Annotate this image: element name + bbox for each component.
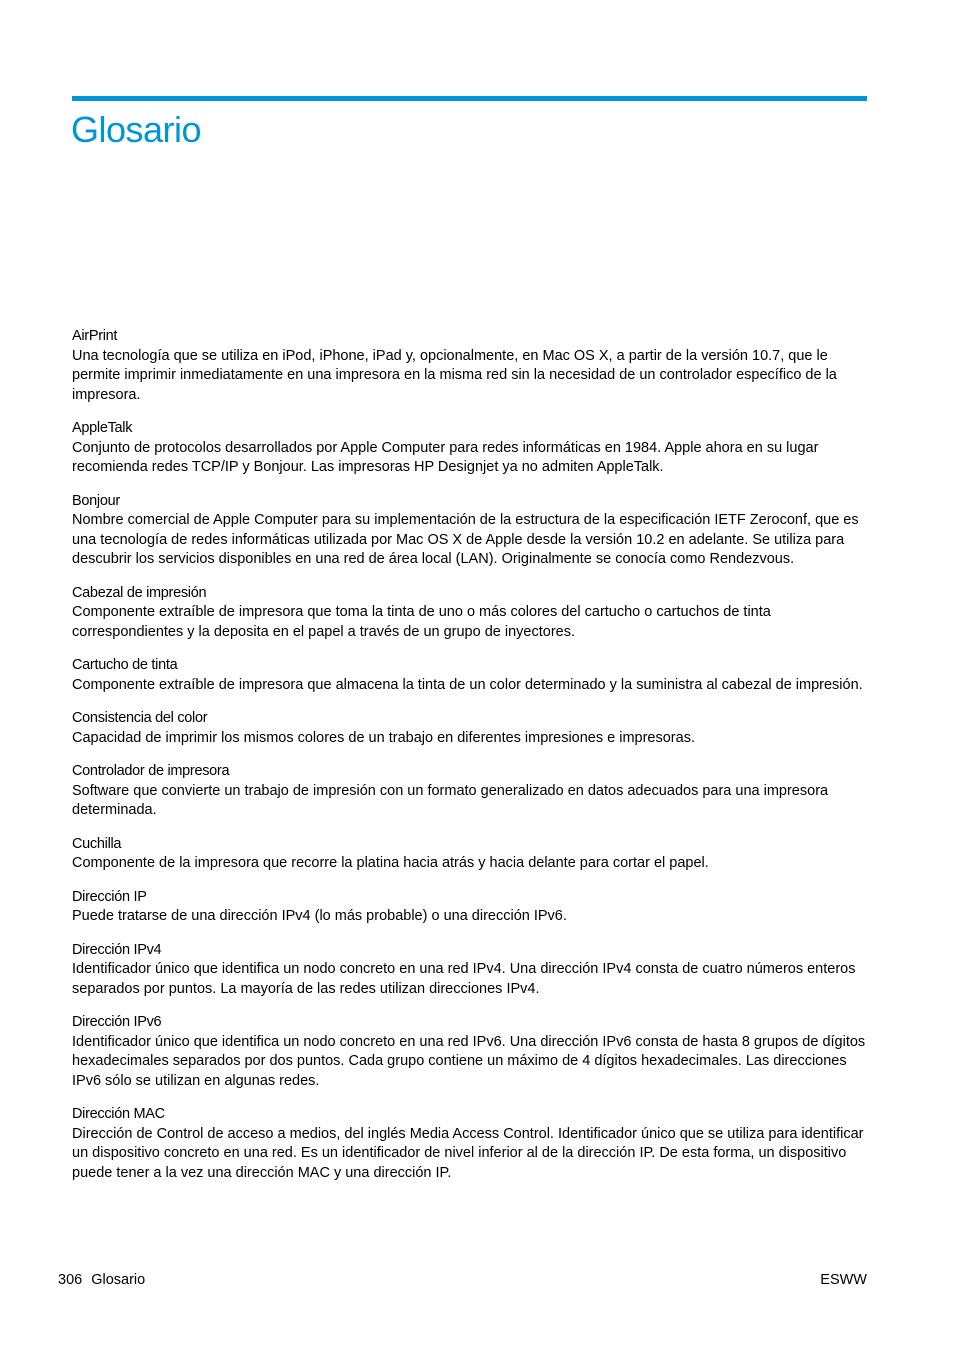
glossary-term: Dirección IPv6 <box>72 1014 162 1030</box>
glossary-entry-direccion-mac <box>72 1105 867 1183</box>
page-footer <box>58 1270 867 1290</box>
glossary-definition: Software que convierte un trabajo de impresión con un formato generalizado en datos adecuados para una impresora determinada. <box>72 782 829 818</box>
glossary-term: Cuchilla <box>72 835 122 852</box>
glossary-term: Dirección MAC <box>72 1106 165 1122</box>
footer-section: Glosario <box>91 1272 146 1288</box>
glossary-definition: Puede tratarse de una dirección IPv4 (lo más probable) o una dirección IPv6. <box>72 908 567 924</box>
glossary-term: AppleTalk <box>72 420 133 436</box>
glossary-definition: Dirección de Control de acceso a medios, del inglés Media Access Control. Identificador único que se utiliza para identificar un dispositivo concreto en una red. Es un identificador de nivel inferior al de la dirección IP. De esta forma, un dispositivo puede tener a la vez una dirección MAC y una dirección IP. <box>72 1125 864 1181</box>
glossary-term: Cabezal de impresión <box>72 584 207 601</box>
glossary-term: Cartucho de tinta <box>72 657 178 673</box>
glossary-definition: Componente extraíble de impresora que toma la tinta de uno o más colores del cartucho o cartuchos de tinta correspondientes y la deposita en el papel a través de un grupo de inyectores. <box>72 604 771 640</box>
glossary-term: Bonjour <box>72 492 120 509</box>
glossary-definition: Identificador único que identifica un nodo concreto en una red IPv6. Una dirección IPv6 consta de hasta 8 grupos de dígitos hexadecimales separados por dos puntos. Cada grupo contiene un máximo de 4 dígitos hexadecimales. Las direcciones IPv6 sólo se utilizan en algunas redes. <box>72 1033 866 1089</box>
glossary-term: AirPrint <box>72 328 118 344</box>
glossary-entry-appletalk <box>72 419 867 478</box>
glossary-entry-direccion-ip <box>72 888 867 927</box>
footer-locale: ESWW <box>820 1272 867 1288</box>
glossary-entry-direccion-ipv4 <box>72 941 867 1000</box>
glossary-entry-cartucho-de-tinta <box>72 656 867 695</box>
glossary-term: Dirección IPv4 <box>72 941 162 958</box>
glossary-entry-airprint <box>72 327 867 405</box>
page-title: Glosario <box>71 109 202 150</box>
title-rule <box>72 96 867 101</box>
glossary-definition: Componente extraíble de impresora que almacena la tinta de un color determinado y la suministra al cabezal de impresión. <box>72 676 863 693</box>
glossary-term: Consistencia del color <box>72 710 208 726</box>
glossary-entry-consistencia-del-color <box>72 709 867 748</box>
glossary-list <box>72 327 867 1197</box>
footer-left <box>58 1270 145 1290</box>
glossary-entry-bonjour <box>72 492 867 570</box>
glossary-entry-cabezal-de-impresion <box>72 584 867 643</box>
glossary-definition: Una tecnología que se utiliza en iPod, iPhone, iPad y, opcionalmente, en Mac OS X, a partir de la versión 10.7, que le permite imprimir inmediatamente en una impresora en la misma red sin la necesidad de un controlador específico de la impresora. <box>72 347 837 403</box>
glossary-definition: Capacidad de imprimir los mismos colores de un trabajo en diferentes impresiones e impresoras. <box>72 729 695 746</box>
glossary-definition: Nombre comercial de Apple Computer para su implementación de la estructura de la especificación IETF Zeroconf, que es una tecnología de redes informáticas utilizada por Mac OS X de Apple desde la versión 10.2 en adelante. Se utiliza para descubrir los servicios disponibles en una red de área local (LAN). Originalmente se conocía como Rendezvous. <box>72 512 859 567</box>
glossary-term: Dirección IP <box>72 888 147 905</box>
glossary-entry-direccion-ipv6 <box>72 1013 867 1091</box>
glossary-entry-cuchilla <box>72 835 867 874</box>
glossary-definition: Conjunto de protocolos desarrollados por Apple Computer para redes informáticas en 1984. Apple ahora en su lugar recomienda redes TCP/IP y Bonjour. Las impresoras HP Designjet ya no admiten AppleTalk. <box>72 439 819 475</box>
glossary-definition: Componente de la impresora que recorre la platina hacia atrás y hacia delante para cortar el papel. <box>72 855 709 871</box>
glossary-term: Controlador de impresora <box>72 763 230 779</box>
glossary-entry-controlador-de-impresora <box>72 762 867 821</box>
page-number: 306 <box>58 1272 83 1288</box>
glossary-definition: Identificador único que identifica un nodo concreto en una red IPv4. Una dirección IPv4 consta de cuatro números enteros separados por puntos. La mayoría de las redes utilizan direcciones IPv4. <box>72 961 856 997</box>
